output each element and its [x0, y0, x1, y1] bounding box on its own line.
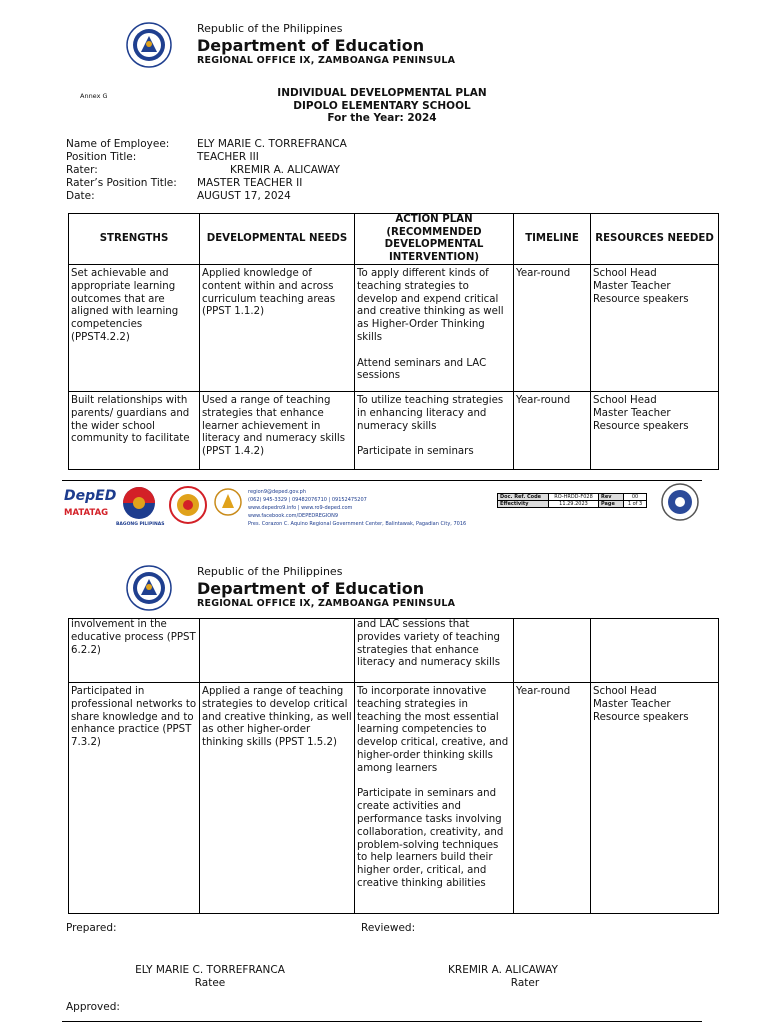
republic-text: Republic of the Philippines [197, 22, 343, 35]
doc-ref-value: RO-HRDD-F028 [549, 494, 599, 501]
footer-top-rule [62, 480, 702, 481]
table-header-row [69, 214, 719, 265]
cell-need: Applied a range of teaching strategies to develop critical and creative thinking, as well as other higher-order thinking skills (PPST 1.5.2) [200, 683, 355, 914]
prepared-label: Prepared: [66, 922, 117, 934]
certification-badge [660, 482, 700, 522]
page-label: Page [599, 501, 624, 508]
cell-action: To utilize teaching strategies in enhancing literacy and numeracy skills Participate in seminars [355, 392, 514, 470]
rater-signature-block [413, 964, 593, 989]
ratee-name: ELY MARIE C. TORREFRANCA [135, 964, 285, 976]
info-value-rater-position: MASTER TEACHER II [197, 177, 303, 189]
header-resources: RESOURCES NEEDED [591, 214, 719, 265]
republic-text: Republic of the Philippines [197, 565, 343, 578]
department-title: Department of Education [197, 36, 425, 55]
contact-email: region9@deped.gov.ph [248, 489, 306, 495]
info-label-employee: Name of Employee: [66, 138, 170, 150]
table-row [69, 619, 719, 683]
page-value: 1 of 3 [624, 501, 647, 508]
table-row [69, 683, 719, 914]
ratee-role: Ratee [194, 976, 226, 989]
cell-need [200, 619, 355, 683]
page-footer [62, 480, 702, 532]
regional-office: REGIONAL OFFICE IX, ZAMBOANGA PENINSULA [197, 598, 456, 609]
info-label-date: Date: [66, 190, 95, 202]
header-developmental-needs: DEVELOPMENTAL NEEDS [200, 214, 355, 265]
cell-resources: School Head Master Teacher Resource speakers [591, 265, 719, 392]
cell-resources: School Head Master Teacher Resource speakers [591, 683, 719, 914]
cell-timeline: Year-round [514, 265, 591, 392]
reviewed-label: Reviewed: [361, 922, 416, 934]
idp-table-page2 [68, 618, 719, 914]
info-value-date: AUGUST 17, 2024 [197, 190, 291, 202]
header-timeline: TIMELINE [514, 214, 591, 265]
rgc-logo [169, 486, 207, 524]
contact-website: www.depedro9.info | www.ro9-deped.com [248, 505, 353, 511]
info-value-position: TEACHER III [197, 151, 259, 163]
prime-hrm-logo [214, 488, 242, 516]
deped-seal-logo [126, 565, 172, 611]
bagong-pilipinas-logo [120, 486, 158, 520]
cell-timeline: Year-round [514, 683, 591, 914]
rev-value: 00 [624, 494, 647, 501]
title-line-3: For the Year: 2024 [327, 112, 437, 124]
doc-ref-label: Doc. Ref. Code [498, 494, 549, 501]
employee-values [197, 138, 347, 203]
cell-action: and LAC sessions that provides variety of teaching strategies that enhance literacy and numeracy skills [355, 619, 514, 683]
deped-seal-logo [126, 22, 172, 68]
header-strengths: STRENGTHS [69, 214, 200, 265]
cell-strength: involvement in the educative process (PPST 6.2.2) [69, 619, 200, 683]
cell-action: To incorporate innovative teaching strategies in teaching the most essential learning competencies to develop critical, creative, and higher-order thinking skills among learners Participate in seminars and create activities and performance tasks involving collaboration, creativity, and problem-solving techniques to help learners build their higher order, critical, and creative thinking abilities [355, 683, 514, 914]
info-value-employee: ELY MARIE C. TORREFRANCA [197, 138, 347, 150]
contact-address: Pres. Corazon C. Aquino Regional Government Center, Balintawak, Pagadian City, 7016 [248, 521, 467, 527]
bagong-pilipinas-text: BAGONG PILIPINAS [116, 522, 165, 527]
cell-timeline: Year-round [514, 392, 591, 470]
cell-strength: Set achievable and appropriate learning outcomes that are aligned with learning competencies (PPST4.2.2) [69, 265, 200, 392]
idp-table-page1 [68, 213, 719, 470]
contact-phone: (062) 945-3329 | 09482076710 | 09152475207 [248, 497, 367, 503]
title-line-2: DIPOLO ELEMENTARY SCHOOL [293, 99, 471, 112]
info-label-rater: Rater: [66, 164, 98, 176]
matatag-logo-text: MATATAG [64, 508, 109, 518]
department-title: Department of Education [197, 579, 425, 598]
employee-info [66, 138, 177, 203]
title-line-1: INDIVIDUAL DEVELOPMENTAL PLAN [277, 87, 487, 99]
header-action-plan: ACTION PLAN (RECOMMENDED DEVELOPMENTAL INTERVENTION) [355, 214, 514, 265]
ratee-signature-block [110, 964, 310, 989]
rev-label: Rev [599, 494, 624, 501]
effectivity-label: Effectivity [498, 501, 549, 508]
cell-action: To apply different kinds of teaching strategies to develop and expend critical and creative thinking as well as Higher-Order Thinking skills Attend seminars and LAC sessions [355, 265, 514, 392]
cell-need: Applied knowledge of content within and across curriculum teaching areas (PPST 1.1.2) [200, 265, 355, 392]
cell-need: Used a range of teaching strategies that enhance learner achievement in literacy and numeracy skills (PPST 1.4.2) [200, 392, 355, 470]
cell-strength: Participated in professional networks to share knowledge and to enhance practice (PPST 7.3.2) [69, 683, 200, 914]
deped-logo-text: DepED [64, 488, 117, 504]
annex-label: Annex G [80, 92, 108, 100]
bottom-rule [62, 1021, 702, 1022]
cell-strength: Built relationships with parents/ guardians and the wider school community to facilitate [69, 392, 200, 470]
cell-resources: School Head Master Teacher Resource speakers [591, 392, 719, 470]
table-row [69, 265, 719, 392]
info-label-position: Position Title: [66, 151, 137, 163]
table-row [69, 392, 719, 470]
cell-resources [591, 619, 719, 683]
document-title [200, 87, 564, 125]
effectivity-value: 11.29.2023 [549, 501, 599, 508]
info-label-rater-position: Rater’s Position Title: [66, 177, 177, 189]
approved-label: Approved: [66, 1001, 120, 1013]
info-value-rater: KREMIR A. ALICAWAY [230, 164, 340, 176]
contact-list [248, 488, 466, 528]
contact-facebook: www.facebook.com/DEPEDREGION9 [248, 513, 339, 519]
regional-office: REGIONAL OFFICE IX, ZAMBOANGA PENINSULA [197, 55, 456, 66]
cell-timeline [514, 619, 591, 683]
rater-role: Rater [510, 976, 540, 989]
doc-control-table [497, 493, 647, 508]
rater-name: KREMIR A. ALICAWAY [448, 964, 558, 976]
